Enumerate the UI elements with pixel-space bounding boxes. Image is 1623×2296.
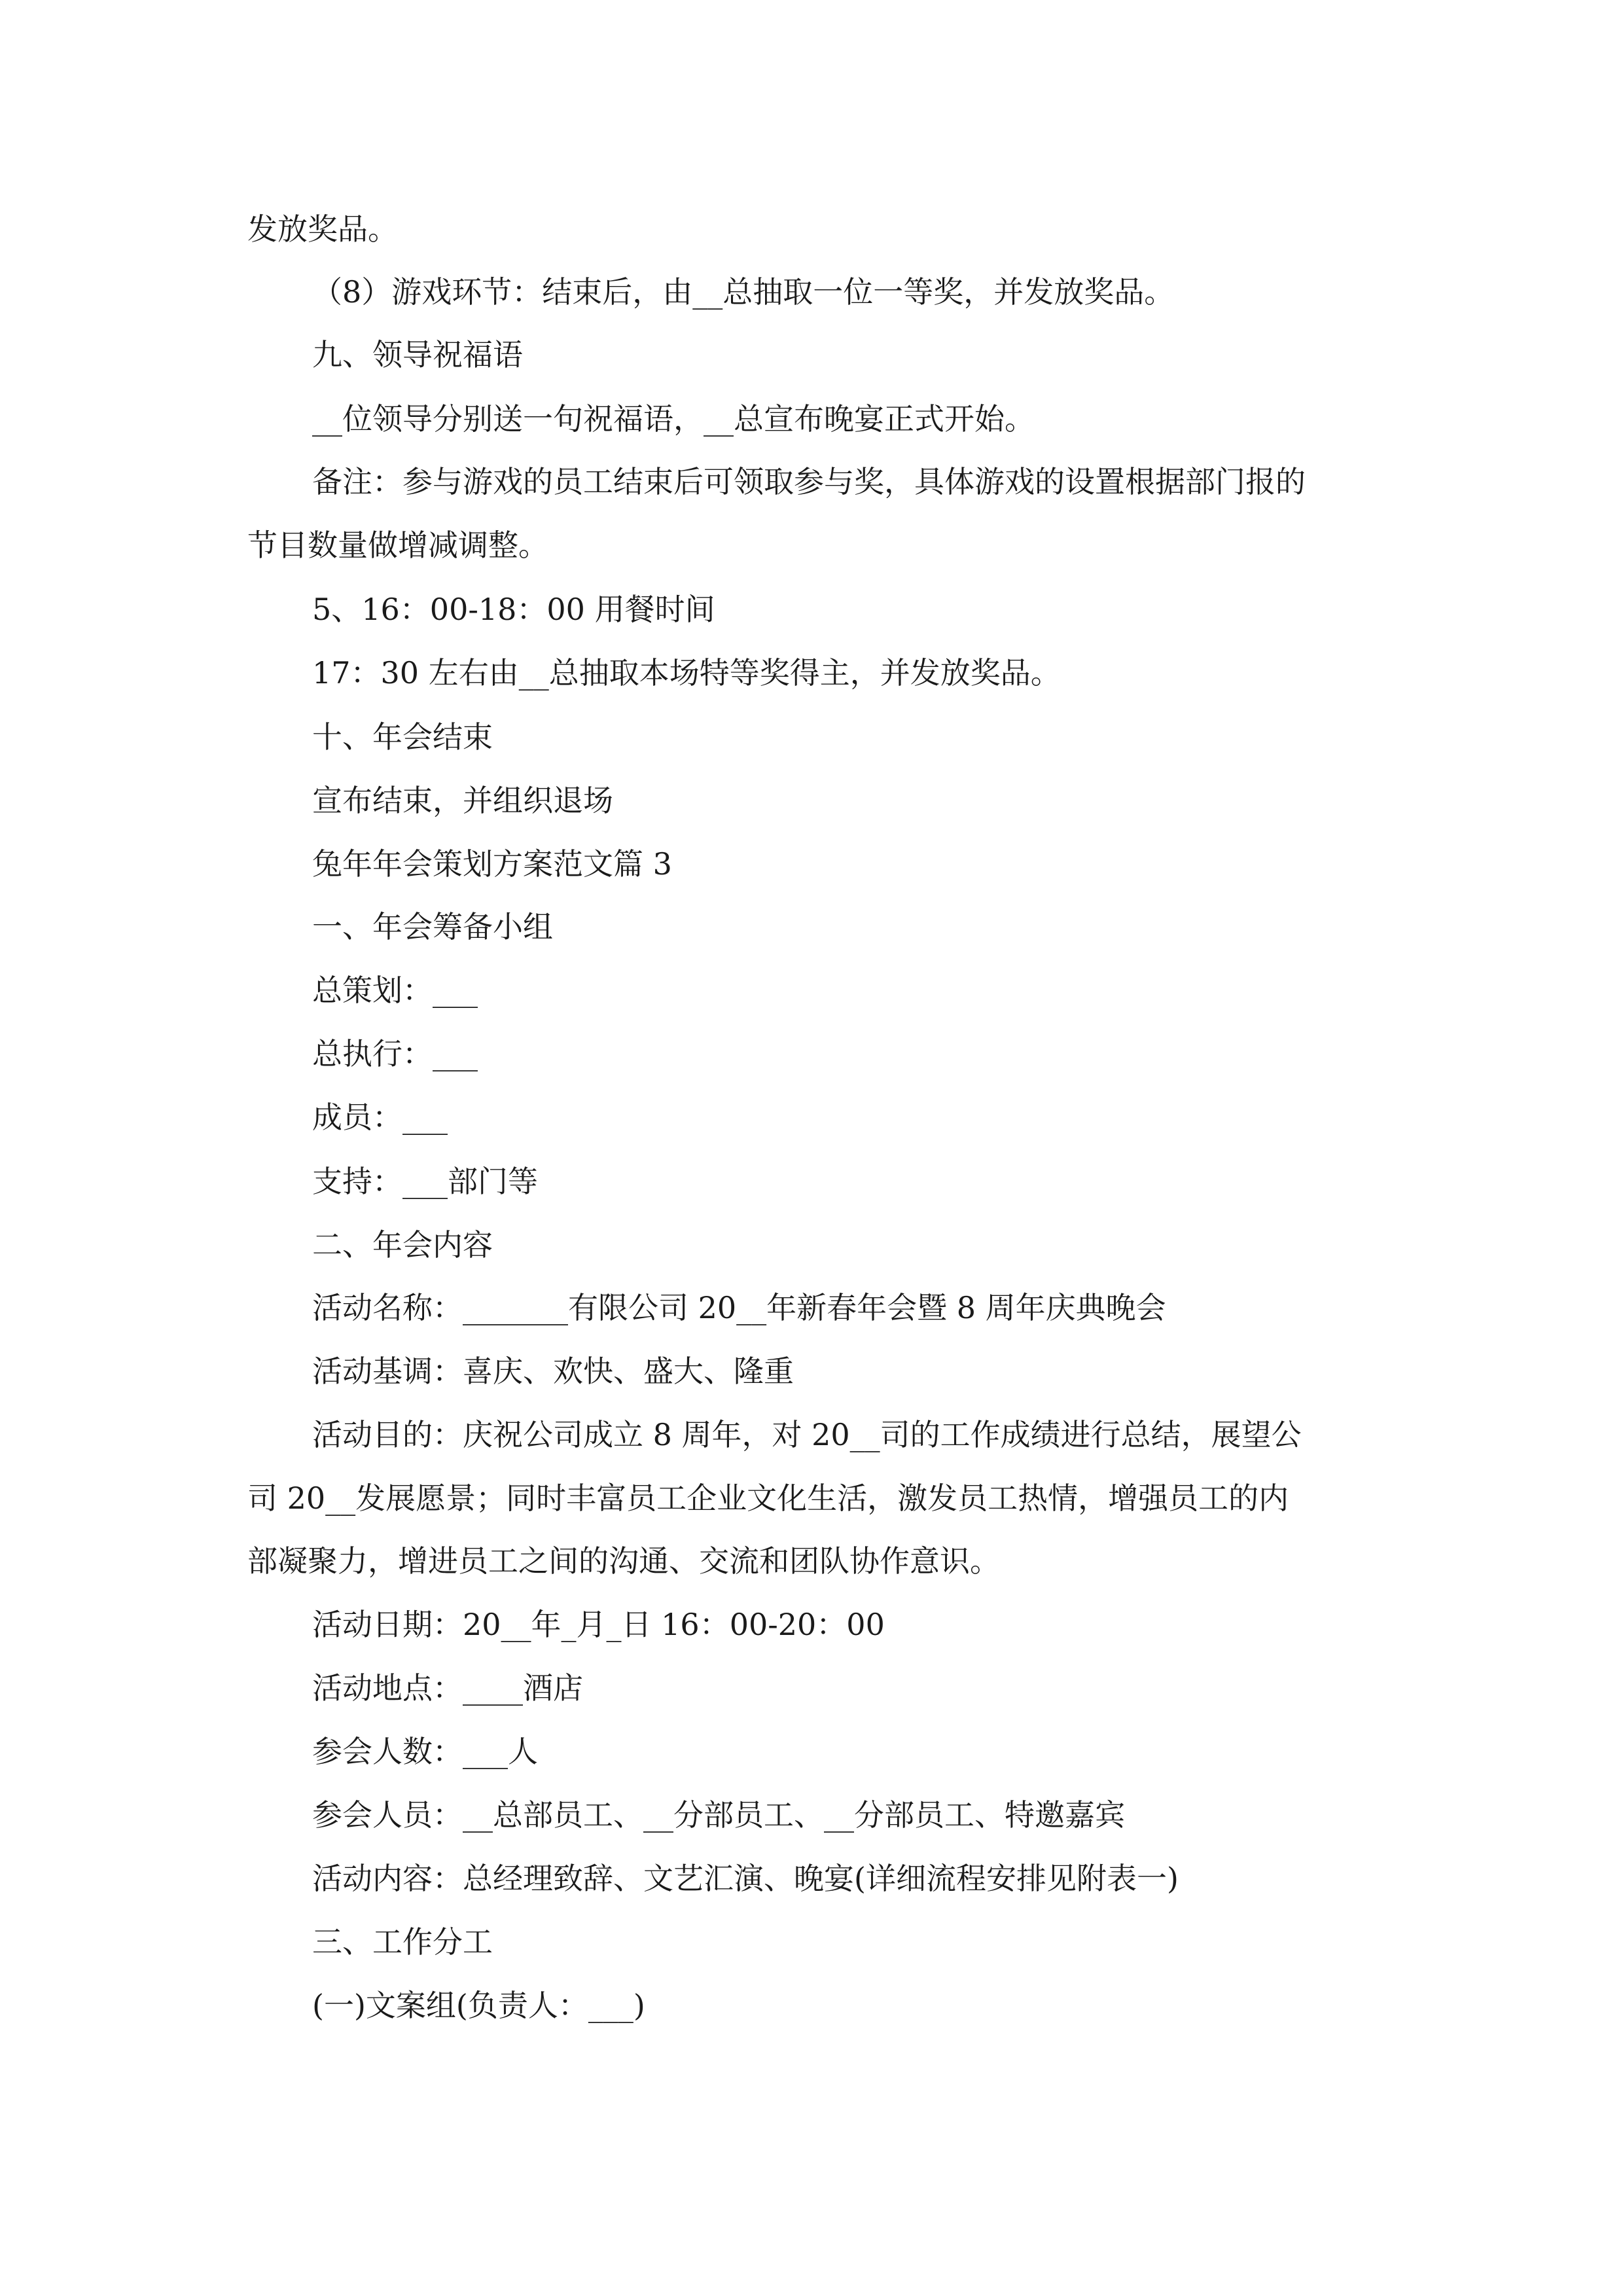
- paragraph-line: 节目数量做增减调整。: [247, 528, 548, 563]
- paragraph-line: 活动内容：总经理致辞、文艺汇演、晚宴(详细流程安排见附表一): [312, 1861, 1179, 1896]
- section-heading: 九、领导祝福语: [312, 337, 523, 372]
- paragraph-line: 17：30 左右由__总抽取本场特等奖得主，并发放奖品。: [312, 655, 1061, 691]
- paragraph-line: 5、16：00-18：00 用餐时间: [312, 592, 715, 627]
- paragraph-line: 司 20__发展愿景；同时丰富员工企业文化生活，激发员工热情，增强员工的内: [247, 1480, 1289, 1516]
- paragraph-line: 活动日期：20__年_月_日 16：00-20：00: [312, 1607, 885, 1642]
- paragraph-line: 成员：___: [312, 1100, 448, 1135]
- paragraph-line: 备注：参与游戏的员工结束后可领取参与奖，具体游戏的设置根据部门报的: [312, 464, 1306, 499]
- section-heading: 一、年会筹备小组: [312, 909, 553, 944]
- article-title: 兔年年会策划方案范文篇 3: [312, 846, 672, 882]
- paragraph-line: 部凝聚力，增进员工之间的沟通、交流和团队协作意识。: [247, 1543, 1000, 1579]
- paragraph-line: 活动名称：_______有限公司 20__年新春年会暨 8 周年庆典晚会: [312, 1290, 1166, 1325]
- paragraph-line: 活动基调：喜庆、欢快、盛大、隆重: [312, 1354, 794, 1389]
- section-heading: 三、工作分工: [312, 1924, 493, 1960]
- paragraph-line: 活动目的：庆祝公司成立 8 周年，对 20__司的工作成绩进行总结，展望公: [312, 1417, 1302, 1452]
- paragraph-line: 支持：___部门等: [312, 1164, 538, 1199]
- section-heading: 二、年会内容: [312, 1227, 493, 1263]
- paragraph-line: __位领导分别送一句祝福语，__总宣布晚宴正式开始。: [312, 401, 1035, 437]
- paragraph-line: 参会人数：___人: [312, 1734, 538, 1769]
- paragraph-line: 宣布结束，并组织退场: [312, 783, 613, 818]
- paragraph-line: 活动地点：____酒店: [312, 1670, 583, 1706]
- paragraph-line: 总执行：___: [312, 1036, 478, 1071]
- paragraph-line: (一)文案组(负责人：___): [312, 1988, 645, 2023]
- paragraph-line: 总策划：___: [312, 973, 478, 1008]
- paragraph-line: 参会人员：__总部员工、__分部员工、__分部员工、特邀嘉宾: [312, 1797, 1125, 1833]
- paragraph-line: （8）游戏环节：结束后，由__总抽取一位一等奖，并发放奖品。: [312, 274, 1175, 310]
- paragraph-line: 发放奖品。: [247, 211, 398, 247]
- section-heading: 十、年会结束: [312, 719, 493, 755]
